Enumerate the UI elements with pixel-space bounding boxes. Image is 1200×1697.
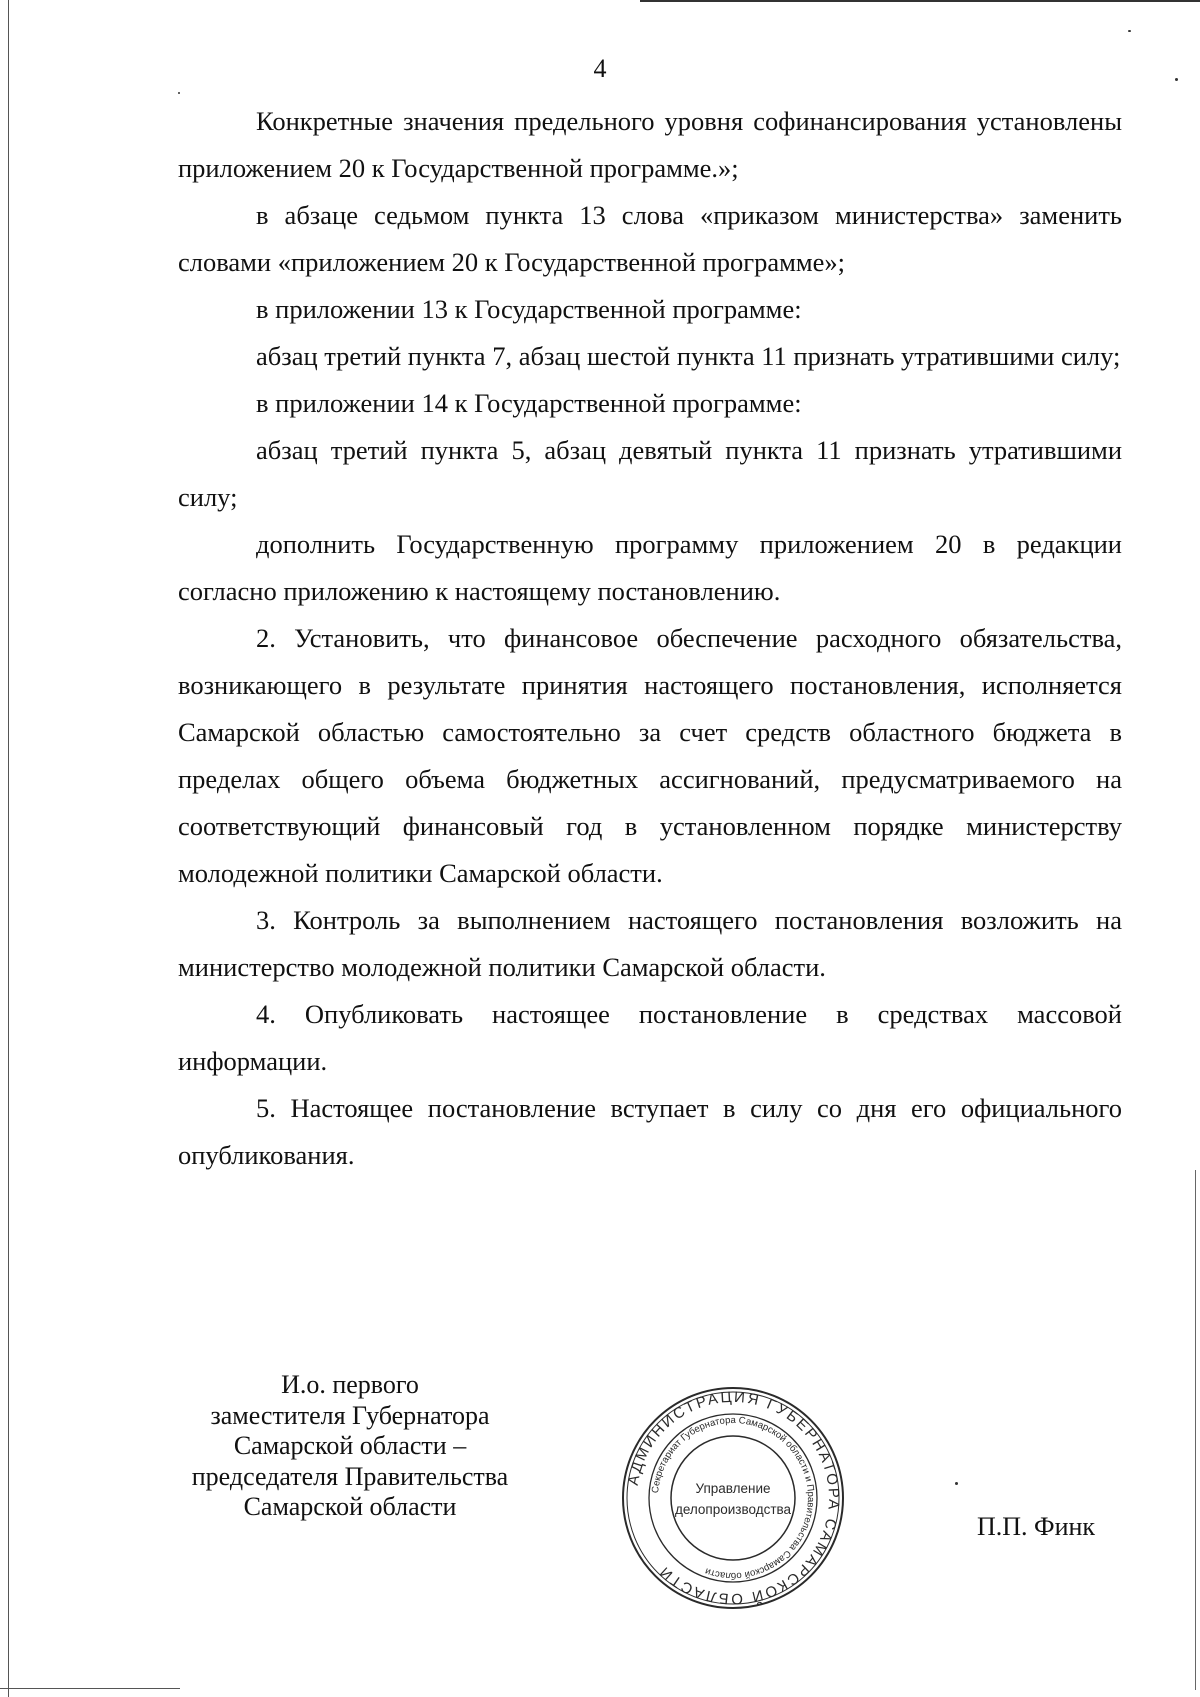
paragraph: 2. Установить, что финансовое обеспечение расходного обязательства, возникающего в результате принятия настоящего постановления, исполняется Самарской областью самостоятельно за счет средств областного бюджета в пределах общего объема бюджетных ассигнований, предусматриваемого на соответствующий финансовый год в установленном порядке министерству молодежной политики Самарской области. <box>178 623 1122 888</box>
seal-graphic <box>620 1385 846 1611</box>
signatory-position-line: И.о. первого <box>281 1370 419 1399</box>
paragraph: дополнить Государственную программу приложением 20 в редакции согласно приложению к настоящему постановлению. <box>178 529 1122 606</box>
paragraph: 5. Настоящее постановление вступает в силу со дня его официального опубликования. <box>178 1093 1122 1170</box>
official-seal-stamp <box>620 1385 846 1611</box>
scan-speck <box>955 1482 958 1485</box>
signatory-position-line: Самарской области – <box>233 1431 467 1460</box>
seal-middle-text: Секретариат Губернатора Самарской области и Правительства Самарской области <box>650 1414 817 1582</box>
scan-speck <box>1128 30 1131 32</box>
paragraph: в приложении 13 к Государственной программе: <box>256 294 802 324</box>
seal-center-line-2: делопроизводства <box>674 1502 792 1517</box>
seal-middle-ring <box>649 1414 817 1582</box>
signatory-position-line: заместителя Губернатора <box>210 1400 490 1430</box>
seal-center-line-1: Управление <box>695 1481 771 1496</box>
scan-speck <box>178 92 180 94</box>
seal-outer-text: АДМИНИСТРАЦИЯ ГУБЕРНАТОРА САМАРСКОЙ ОБЛАСТИ <box>624 1388 843 1608</box>
scan-edge-bottom <box>0 1688 180 1689</box>
signatory-position-line: председателя Правительства <box>191 1461 509 1491</box>
seal-inner-ring <box>671 1436 795 1560</box>
paragraph: в приложении 14 к Государственной программе: <box>256 388 802 418</box>
paragraph: Конкретные значения предельного уровня софинансирования установлены приложением 20 к Государственной программе.»; <box>178 106 1122 183</box>
scan-edge-top <box>640 0 1200 2</box>
scan-edge-right <box>1195 1170 1196 1690</box>
paragraph: абзац третий пункта 7, абзац шестой пункта 11 признать утратившими силу; <box>256 341 1121 371</box>
paragraph: 3. Контроль за выполнением настоящего постановления возложить на министерство молодежной политики Самарской области. <box>178 905 1122 982</box>
signatory-position-line: Самарской области <box>243 1492 457 1521</box>
document-body <box>178 98 1122 1179</box>
signatory-name: П.П. Финк <box>977 1512 1096 1541</box>
paragraph: в абзаце седьмом пункта 13 слова «приказом министерства» заменить словами «приложением 20 к Государственной программе»; <box>178 200 1122 277</box>
signatory-position <box>150 1370 550 1523</box>
scan-edge-left <box>8 0 9 1697</box>
page-number: 4 <box>593 54 607 83</box>
paragraph: 4. Опубликовать настоящее постановление в средствах массовой информации. <box>178 999 1122 1076</box>
paragraph: абзац третий пункта 5, абзац девятый пункта 11 признать утратившими силу; <box>178 435 1122 512</box>
